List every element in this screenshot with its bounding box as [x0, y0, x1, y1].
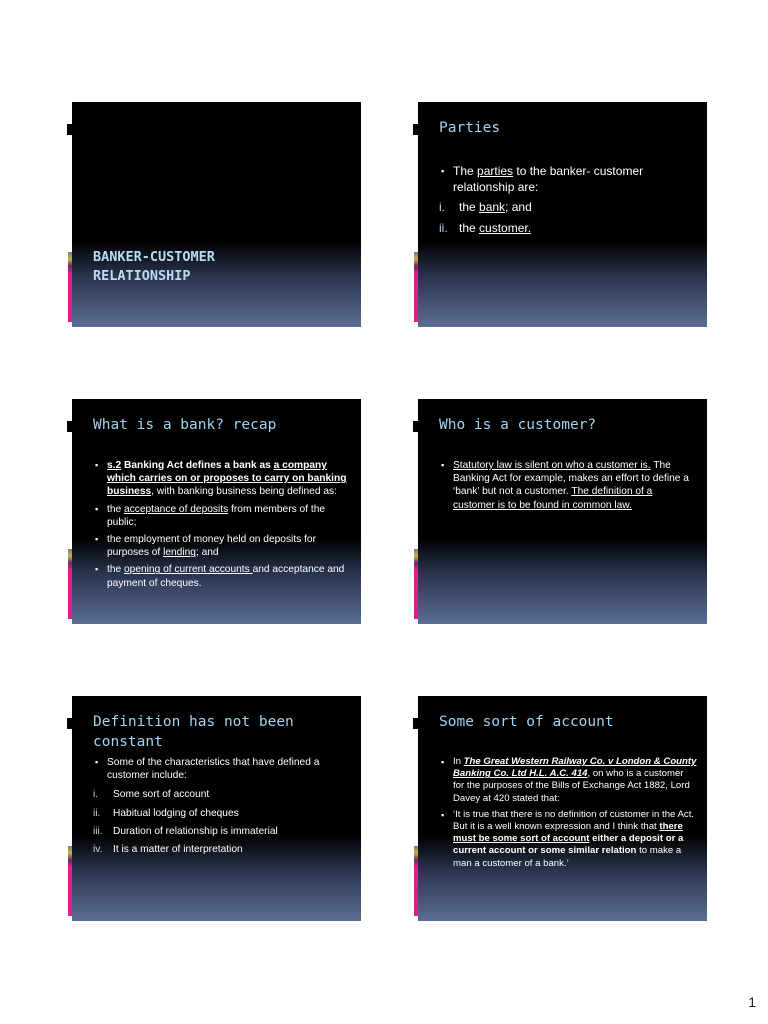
slide-6	[418, 696, 707, 921]
bullet-item: ▪ the employment of money held on deposits for purposes of lending; and	[93, 533, 351, 559]
slide-title: Definition has not been constant	[93, 714, 294, 750]
bullet-item: ▪ The parties to the banker- customer relationship are:	[439, 163, 697, 195]
bullet-item: ▪ the acceptance of deposits from members of the public;	[93, 503, 351, 529]
slide-2-accent-strip	[414, 252, 418, 322]
slide-4-accent-strip	[414, 549, 418, 619]
numbered-item: ii. the customer.	[439, 221, 532, 235]
page-number: 1	[748, 994, 756, 1010]
slide-6-marker	[413, 718, 418, 729]
numbered-item: iii. Duration of relationship is immaterial	[93, 825, 278, 837]
slide-body	[439, 756, 697, 874]
slide-title: BANKER-CUSTOMER RELATIONSHIP	[93, 249, 215, 284]
bullet-item: ▪ In The Great Western Railway Co. v London & County Banking Co. Ltd H.L. A.C. 414, on who is a customer for the purposes of the Bills of Exchange Act 1882, Lord Davey at 420 stated that:	[439, 756, 697, 805]
slide-2	[418, 102, 707, 327]
bullet-item: ▪ Some of the characteristics that have defined a customer include:	[93, 756, 351, 782]
numbered-item: i. Some sort of account	[93, 789, 210, 801]
slide-body	[439, 163, 697, 241]
bullet-item: ▪ the opening of current accounts and acceptance and payment of cheques.	[93, 563, 351, 589]
slide-body	[93, 756, 351, 861]
slide-title: Parties	[439, 120, 501, 136]
slide-5-marker	[67, 718, 72, 729]
slide-title: Some sort of account	[439, 714, 614, 730]
slide-body	[93, 459, 351, 594]
slide-3-marker	[67, 421, 72, 432]
slide-title: Who is a customer?	[439, 417, 597, 433]
slide-3-accent-strip	[68, 549, 72, 619]
slide-3	[72, 399, 361, 624]
numbered-item: iv. It is a matter of interpretation	[93, 844, 243, 856]
slide-6-accent-strip	[414, 846, 418, 916]
slide-4	[418, 399, 707, 624]
slide-1-accent-strip	[68, 252, 72, 322]
slide-body	[439, 459, 697, 516]
numbered-item: i. the bank; and	[439, 200, 532, 214]
slide-1-marker	[67, 124, 72, 135]
bullet-item: ▪ Statutory law is silent on who a customer is. The Banking Act for example, makes an effort to define a ‘bank’ but not a customer. The definition of a customer is to be found in common law.	[439, 459, 697, 512]
slide-2-marker	[413, 124, 418, 135]
slide-title: What is a bank? recap	[93, 417, 277, 433]
slide-1	[72, 102, 361, 327]
slide-5-accent-strip	[68, 846, 72, 916]
slide-4-marker	[413, 421, 418, 432]
numbered-item: ii. Habitual lodging of cheques	[93, 807, 239, 819]
bullet-item: ▪ ‘It is true that there is no definition of customer in the Act. But it is a well known expression and I think that there must be some sort of account either a deposit or a current account or some similar relation to make a man a customer of a bank.’	[439, 809, 697, 870]
bullet-item: ▪ s.2 Banking Act defines a bank as a company which carries on or proposes to carry on banking business, with banking business being defined as:	[93, 459, 351, 499]
slide-5	[72, 696, 361, 921]
